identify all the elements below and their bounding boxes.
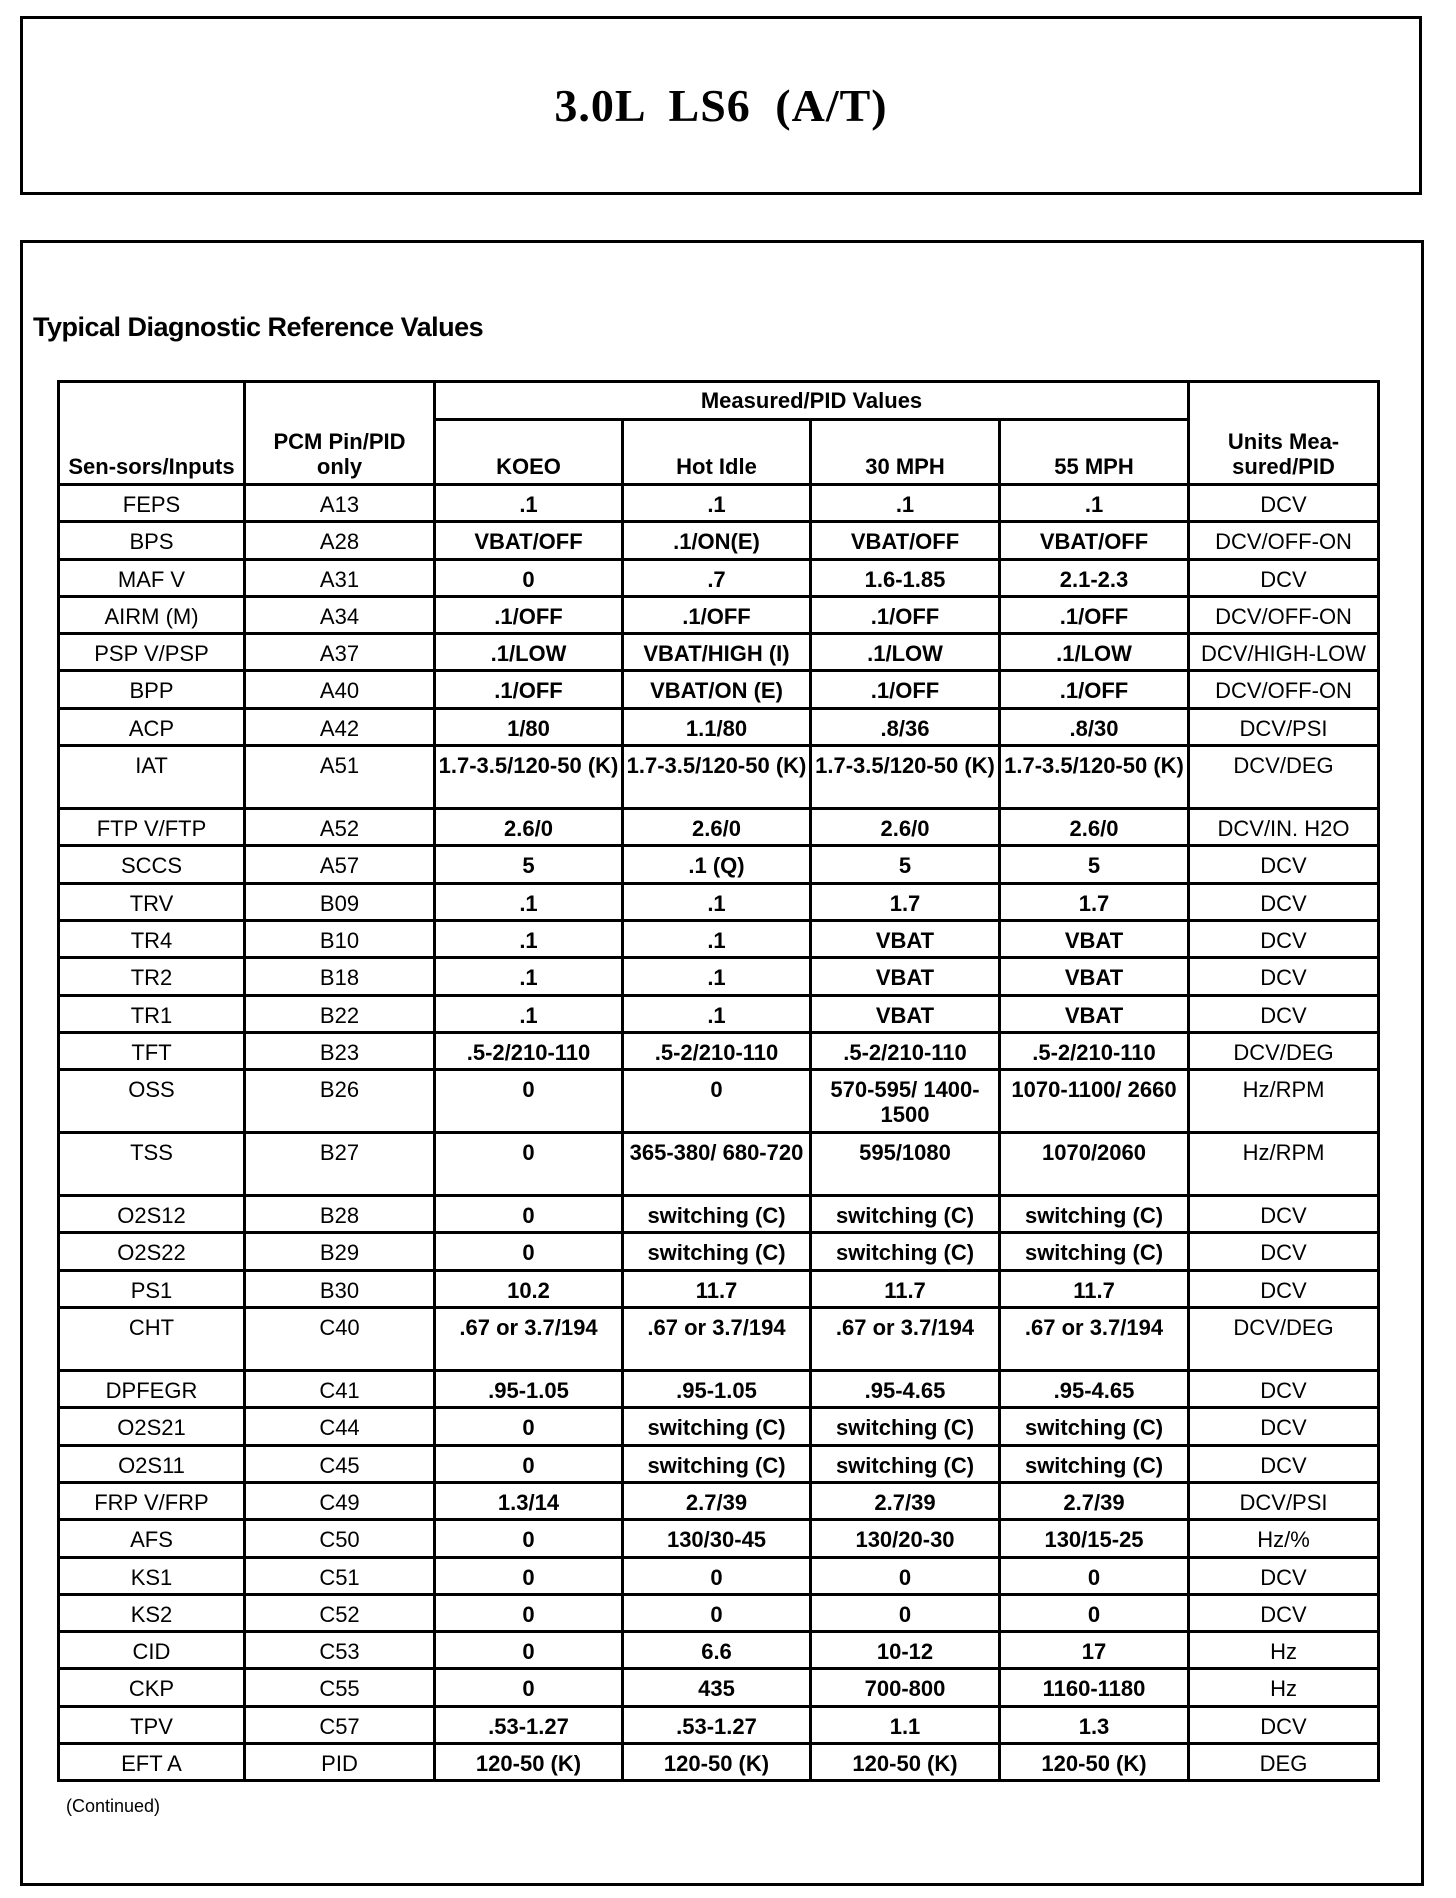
- cell-30-mph: 11.7: [811, 1270, 1000, 1307]
- cell-30-mph: 0: [811, 1594, 1000, 1631]
- cell-sensor: CKP: [59, 1669, 245, 1706]
- cell-30-mph: 2.7/39: [811, 1482, 1000, 1519]
- cell-hot-idle: 0: [623, 1557, 811, 1594]
- cell-55-mph: .1/OFF: [1000, 671, 1189, 708]
- cell-koeo: 0: [435, 1070, 623, 1133]
- cell-sensor: PSP V/PSP: [59, 634, 245, 671]
- cell-30-mph: .5-2/210-110: [811, 1032, 1000, 1069]
- cell-pin: A40: [245, 671, 435, 708]
- cell-koeo: 0: [435, 1669, 623, 1706]
- cell-sensor: TR4: [59, 920, 245, 957]
- cell-30-mph: 130/20-30: [811, 1520, 1000, 1557]
- reference-values-table: [57, 380, 1380, 1782]
- cell-koeo: 1/80: [435, 708, 623, 745]
- cell-sensor: SCCS: [59, 846, 245, 883]
- header-measured-pid-values: Measured/PID Values: [435, 382, 1189, 420]
- table-row: [59, 809, 1379, 846]
- cell-sensor: OSS: [59, 1070, 245, 1133]
- table-row: [59, 1408, 1379, 1445]
- cell-pin: A57: [245, 846, 435, 883]
- cell-30-mph: .95-4.65: [811, 1371, 1000, 1408]
- table-row: [59, 958, 1379, 995]
- header-pcm-pin: PCM Pin/PID only: [245, 382, 435, 485]
- cell-units: DCV: [1189, 1594, 1379, 1631]
- cell-pin: C40: [245, 1308, 435, 1371]
- cell-sensor: FRP V/FRP: [59, 1482, 245, 1519]
- cell-pin: B23: [245, 1032, 435, 1069]
- cell-55-mph: 1.3: [1000, 1706, 1189, 1743]
- cell-sensor: O2S22: [59, 1233, 245, 1270]
- cell-koeo: 1.3/14: [435, 1482, 623, 1519]
- cell-hot-idle: 2.7/39: [623, 1482, 811, 1519]
- cell-30-mph: .1: [811, 485, 1000, 522]
- cell-koeo: .1: [435, 485, 623, 522]
- table-row: [59, 746, 1379, 809]
- cell-55-mph: switching (C): [1000, 1196, 1189, 1233]
- cell-55-mph: VBAT: [1000, 958, 1189, 995]
- cell-55-mph: .67 or 3.7/194: [1000, 1308, 1189, 1371]
- cell-pin: A28: [245, 522, 435, 559]
- cell-sensor: FTP V/FTP: [59, 809, 245, 846]
- table-row: [59, 1744, 1379, 1781]
- cell-hot-idle: 1.1/80: [623, 708, 811, 745]
- cell-hot-idle: .1/OFF: [623, 596, 811, 633]
- cell-koeo: 0: [435, 1632, 623, 1669]
- cell-hot-idle: 130/30-45: [623, 1520, 811, 1557]
- cell-hot-idle: .53-1.27: [623, 1706, 811, 1743]
- cell-sensor: PS1: [59, 1270, 245, 1307]
- cell-30-mph: 1.7: [811, 883, 1000, 920]
- cell-55-mph: 130/15-25: [1000, 1520, 1189, 1557]
- cell-pin: C53: [245, 1632, 435, 1669]
- cell-koeo: .1/OFF: [435, 596, 623, 633]
- table-row: [59, 1308, 1379, 1371]
- cell-30-mph: .1/OFF: [811, 596, 1000, 633]
- cell-pin: B09: [245, 883, 435, 920]
- table-row: [59, 1196, 1379, 1233]
- cell-pin: A51: [245, 746, 435, 809]
- cell-hot-idle: VBAT/HIGH (I): [623, 634, 811, 671]
- title-box: [20, 16, 1422, 195]
- cell-sensor: MAF V: [59, 559, 245, 596]
- cell-koeo: .1: [435, 958, 623, 995]
- cell-pin: PID: [245, 1744, 435, 1781]
- table-row: [59, 596, 1379, 633]
- cell-55-mph: 0: [1000, 1557, 1189, 1594]
- cell-55-mph: .1/LOW: [1000, 634, 1189, 671]
- cell-units: DCV: [1189, 1445, 1379, 1482]
- table-row: [59, 1032, 1379, 1069]
- cell-pin: B18: [245, 958, 435, 995]
- cell-units: DCV/DEG: [1189, 746, 1379, 809]
- cell-koeo: 2.6/0: [435, 809, 623, 846]
- header-55-mph: 55 MPH: [1000, 420, 1189, 485]
- cell-30-mph: switching (C): [811, 1408, 1000, 1445]
- cell-30-mph: VBAT/OFF: [811, 522, 1000, 559]
- section-heading: Typical Diagnostic Reference Values: [33, 312, 484, 342]
- table-row: [59, 1632, 1379, 1669]
- cell-hot-idle: .5-2/210-110: [623, 1032, 811, 1069]
- cell-koeo: 0: [435, 1520, 623, 1557]
- cell-hot-idle: .1/ON(E): [623, 522, 811, 559]
- cell-sensor: CID: [59, 1632, 245, 1669]
- cell-30-mph: 2.6/0: [811, 809, 1000, 846]
- cell-pin: C50: [245, 1520, 435, 1557]
- table-row: [59, 1520, 1379, 1557]
- cell-units: DCV/HIGH-LOW: [1189, 634, 1379, 671]
- cell-30-mph: 700-800: [811, 1669, 1000, 1706]
- table-row: [59, 708, 1379, 745]
- table-row: [59, 1371, 1379, 1408]
- cell-pin: A52: [245, 809, 435, 846]
- cell-units: DCV/PSI: [1189, 708, 1379, 745]
- cell-pin: C44: [245, 1408, 435, 1445]
- cell-units: DCV/DEG: [1189, 1032, 1379, 1069]
- table-row: [59, 522, 1379, 559]
- cell-units: DCV: [1189, 995, 1379, 1032]
- cell-units: Hz/RPM: [1189, 1070, 1379, 1133]
- cell-sensor: AIRM (M): [59, 596, 245, 633]
- cell-units: DCV: [1189, 1270, 1379, 1307]
- continued-note: (Continued): [66, 1796, 161, 1816]
- table-row: [59, 485, 1379, 522]
- cell-units: DCV: [1189, 1371, 1379, 1408]
- cell-koeo: 0: [435, 1196, 623, 1233]
- cell-koeo: 5: [435, 846, 623, 883]
- cell-55-mph: VBAT: [1000, 995, 1189, 1032]
- cell-koeo: 0: [435, 1233, 623, 1270]
- cell-units: DCV: [1189, 1196, 1379, 1233]
- cell-pin: C41: [245, 1371, 435, 1408]
- cell-hot-idle: switching (C): [623, 1445, 811, 1482]
- cell-koeo: .1: [435, 920, 623, 957]
- cell-30-mph: switching (C): [811, 1233, 1000, 1270]
- cell-hot-idle: 120-50 (K): [623, 1744, 811, 1781]
- table-row: [59, 846, 1379, 883]
- cell-30-mph: 1.7-3.5/120-50 (K): [811, 746, 1000, 809]
- cell-koeo: 0: [435, 1408, 623, 1445]
- cell-hot-idle: switching (C): [623, 1408, 811, 1445]
- cell-koeo: 0: [435, 559, 623, 596]
- cell-30-mph: 1.1: [811, 1706, 1000, 1743]
- cell-pin: A31: [245, 559, 435, 596]
- table-row: [59, 1445, 1379, 1482]
- cell-30-mph: .67 or 3.7/194: [811, 1308, 1000, 1371]
- cell-55-mph: VBAT: [1000, 920, 1189, 957]
- cell-sensor: TPV: [59, 1706, 245, 1743]
- cell-sensor: FEPS: [59, 485, 245, 522]
- cell-koeo: .53-1.27: [435, 1706, 623, 1743]
- cell-units: DCV/IN. H2O: [1189, 809, 1379, 846]
- table-row: [59, 1706, 1379, 1743]
- cell-sensor: EFT A: [59, 1744, 245, 1781]
- cell-koeo: .1: [435, 883, 623, 920]
- cell-pin: B22: [245, 995, 435, 1032]
- cell-pin: C52: [245, 1594, 435, 1631]
- cell-koeo: 120-50 (K): [435, 1744, 623, 1781]
- cell-55-mph: 1070/2060: [1000, 1133, 1189, 1196]
- cell-koeo: .95-1.05: [435, 1371, 623, 1408]
- cell-sensor: ACP: [59, 708, 245, 745]
- cell-sensor: TFT: [59, 1032, 245, 1069]
- table-row: [59, 634, 1379, 671]
- cell-koeo: 0: [435, 1133, 623, 1196]
- cell-pin: A37: [245, 634, 435, 671]
- cell-hot-idle: .1: [623, 883, 811, 920]
- cell-30-mph: 1.6-1.85: [811, 559, 1000, 596]
- cell-koeo: 0: [435, 1445, 623, 1482]
- table-row: [59, 1233, 1379, 1270]
- cell-hot-idle: 1.7-3.5/120-50 (K): [623, 746, 811, 809]
- cell-hot-idle: 6.6: [623, 1632, 811, 1669]
- table-row: [59, 1557, 1379, 1594]
- cell-sensor: TR2: [59, 958, 245, 995]
- cell-units: Hz/RPM: [1189, 1133, 1379, 1196]
- cell-hot-idle: VBAT/ON (E): [623, 671, 811, 708]
- cell-units: DCV/OFF-ON: [1189, 522, 1379, 559]
- cell-koeo: .1/OFF: [435, 671, 623, 708]
- cell-pin: C55: [245, 1669, 435, 1706]
- header-30-mph: 30 MPH: [811, 420, 1000, 485]
- cell-pin: C49: [245, 1482, 435, 1519]
- cell-sensor: BPP: [59, 671, 245, 708]
- cell-units: DCV: [1189, 920, 1379, 957]
- cell-30-mph: .1/LOW: [811, 634, 1000, 671]
- cell-hot-idle: 435: [623, 1669, 811, 1706]
- cell-30-mph: .1/OFF: [811, 671, 1000, 708]
- cell-hot-idle: 365-380/ 680-720: [623, 1133, 811, 1196]
- cell-sensor: IAT: [59, 746, 245, 809]
- cell-sensor: DPFEGR: [59, 1371, 245, 1408]
- cell-30-mph: 0: [811, 1557, 1000, 1594]
- cell-units: DCV: [1189, 1706, 1379, 1743]
- cell-30-mph: VBAT: [811, 958, 1000, 995]
- cell-55-mph: .95-4.65: [1000, 1371, 1189, 1408]
- cell-55-mph: .1/OFF: [1000, 596, 1189, 633]
- header-sensors-inputs: Sen-sors/Inputs: [59, 382, 245, 485]
- table-row: [59, 995, 1379, 1032]
- table-row: [59, 920, 1379, 957]
- cell-pin: A42: [245, 708, 435, 745]
- cell-units: Hz/%: [1189, 1520, 1379, 1557]
- cell-pin: B26: [245, 1070, 435, 1133]
- cell-pin: B29: [245, 1233, 435, 1270]
- cell-units: DEG: [1189, 1744, 1379, 1781]
- cell-hot-idle: 2.6/0: [623, 809, 811, 846]
- header-koeo: KOEO: [435, 420, 623, 485]
- header-hot-idle: Hot Idle: [623, 420, 811, 485]
- cell-55-mph: .1: [1000, 485, 1189, 522]
- cell-hot-idle: .1: [623, 958, 811, 995]
- cell-units: DCV: [1189, 883, 1379, 920]
- table-row: [59, 671, 1379, 708]
- cell-hot-idle: .1: [623, 485, 811, 522]
- cell-55-mph: 120-50 (K): [1000, 1744, 1189, 1781]
- cell-units: DCV: [1189, 846, 1379, 883]
- cell-units: DCV: [1189, 958, 1379, 995]
- cell-sensor: TSS: [59, 1133, 245, 1196]
- cell-koeo: .1: [435, 995, 623, 1032]
- cell-koeo: .1/LOW: [435, 634, 623, 671]
- cell-units: Hz: [1189, 1632, 1379, 1669]
- cell-units: DCV/OFF-ON: [1189, 596, 1379, 633]
- table-row: [59, 559, 1379, 596]
- header-units-measured: Units Mea-sured/PID: [1189, 382, 1379, 485]
- cell-units: DCV: [1189, 1557, 1379, 1594]
- cell-sensor: O2S12: [59, 1196, 245, 1233]
- cell-55-mph: switching (C): [1000, 1408, 1189, 1445]
- cell-koeo: 1.7-3.5/120-50 (K): [435, 746, 623, 809]
- cell-55-mph: VBAT/OFF: [1000, 522, 1189, 559]
- cell-30-mph: 10-12: [811, 1632, 1000, 1669]
- cell-hot-idle: .1: [623, 995, 811, 1032]
- cell-55-mph: switching (C): [1000, 1233, 1189, 1270]
- cell-hot-idle: .7: [623, 559, 811, 596]
- table-row: [59, 883, 1379, 920]
- cell-55-mph: .5-2/210-110: [1000, 1032, 1189, 1069]
- cell-units: DCV: [1189, 1233, 1379, 1270]
- cell-30-mph: 570-595/ 1400-1500: [811, 1070, 1000, 1133]
- cell-units: DCV/PSI: [1189, 1482, 1379, 1519]
- table-row: [59, 1594, 1379, 1631]
- cell-units: Hz: [1189, 1669, 1379, 1706]
- cell-pin: B30: [245, 1270, 435, 1307]
- cell-units: DCV: [1189, 559, 1379, 596]
- cell-hot-idle: switching (C): [623, 1233, 811, 1270]
- table-row: [59, 1070, 1379, 1133]
- cell-30-mph: .8/36: [811, 708, 1000, 745]
- cell-55-mph: 2.6/0: [1000, 809, 1189, 846]
- cell-55-mph: 17: [1000, 1632, 1189, 1669]
- cell-sensor: BPS: [59, 522, 245, 559]
- cell-hot-idle: .1: [623, 920, 811, 957]
- cell-hot-idle: 11.7: [623, 1270, 811, 1307]
- cell-55-mph: 2.1-2.3: [1000, 559, 1189, 596]
- cell-hot-idle: .95-1.05: [623, 1371, 811, 1408]
- cell-30-mph: 595/1080: [811, 1133, 1000, 1196]
- cell-30-mph: switching (C): [811, 1196, 1000, 1233]
- cell-koeo: .5-2/210-110: [435, 1032, 623, 1069]
- cell-units: DCV/OFF-ON: [1189, 671, 1379, 708]
- table-body: [59, 485, 1379, 1781]
- cell-koeo: VBAT/OFF: [435, 522, 623, 559]
- cell-sensor: AFS: [59, 1520, 245, 1557]
- table-row: [59, 1669, 1379, 1706]
- cell-hot-idle: switching (C): [623, 1196, 811, 1233]
- cell-sensor: TRV: [59, 883, 245, 920]
- cell-pin: A13: [245, 485, 435, 522]
- cell-pin: B27: [245, 1133, 435, 1196]
- cell-units: DCV/DEG: [1189, 1308, 1379, 1371]
- cell-units: DCV: [1189, 485, 1379, 522]
- cell-hot-idle: 0: [623, 1594, 811, 1631]
- cell-koeo: 10.2: [435, 1270, 623, 1307]
- page-title: 3.0L LS6 (A/T): [554, 80, 888, 131]
- cell-pin: C57: [245, 1706, 435, 1743]
- cell-30-mph: VBAT: [811, 920, 1000, 957]
- cell-55-mph: 2.7/39: [1000, 1482, 1189, 1519]
- cell-units: DCV: [1189, 1408, 1379, 1445]
- cell-55-mph: 1.7: [1000, 883, 1189, 920]
- cell-pin: C51: [245, 1557, 435, 1594]
- cell-30-mph: 120-50 (K): [811, 1744, 1000, 1781]
- cell-55-mph: 1070-1100/ 2660: [1000, 1070, 1189, 1133]
- table-row: [59, 1133, 1379, 1196]
- cell-pin: B28: [245, 1196, 435, 1233]
- cell-55-mph: 0: [1000, 1594, 1189, 1631]
- cell-sensor: KS1: [59, 1557, 245, 1594]
- cell-sensor: O2S21: [59, 1408, 245, 1445]
- cell-55-mph: 1160-1180: [1000, 1669, 1189, 1706]
- cell-sensor: O2S11: [59, 1445, 245, 1482]
- cell-pin: C45: [245, 1445, 435, 1482]
- cell-55-mph: 5: [1000, 846, 1189, 883]
- cell-pin: B10: [245, 920, 435, 957]
- cell-30-mph: 5: [811, 846, 1000, 883]
- cell-55-mph: 1.7-3.5/120-50 (K): [1000, 746, 1189, 809]
- cell-hot-idle: 0: [623, 1070, 811, 1133]
- cell-koeo: 0: [435, 1594, 623, 1631]
- cell-hot-idle: .67 or 3.7/194: [623, 1308, 811, 1371]
- cell-koeo: .67 or 3.7/194: [435, 1308, 623, 1371]
- cell-sensor: CHT: [59, 1308, 245, 1371]
- cell-sensor: KS2: [59, 1594, 245, 1631]
- cell-sensor: TR1: [59, 995, 245, 1032]
- cell-55-mph: 11.7: [1000, 1270, 1189, 1307]
- cell-pin: A34: [245, 596, 435, 633]
- table-row: [59, 1482, 1379, 1519]
- cell-koeo: 0: [435, 1557, 623, 1594]
- cell-hot-idle: .1 (Q): [623, 846, 811, 883]
- cell-30-mph: VBAT: [811, 995, 1000, 1032]
- cell-30-mph: switching (C): [811, 1445, 1000, 1482]
- table-row: [59, 1270, 1379, 1307]
- cell-55-mph: .8/30: [1000, 708, 1189, 745]
- cell-55-mph: switching (C): [1000, 1445, 1189, 1482]
